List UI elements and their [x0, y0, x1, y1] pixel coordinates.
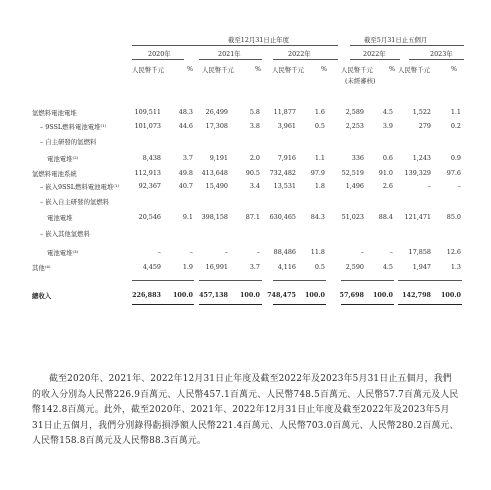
total-2023-5m-pct: 100.0: [440, 291, 461, 299]
subtotal-rule-2022: [273, 280, 326, 281]
cell-2021-pct: 2.0: [249, 154, 260, 162]
cell-2021-amount: 17,308: [205, 122, 228, 130]
cell-2020-pct: 1.9: [182, 263, 193, 271]
cell-2022-pct: 1.6: [314, 108, 325, 116]
row-label: 電池電堆⁽²⁾: [47, 155, 79, 163]
cell-2020-amount: 8,438: [142, 154, 161, 162]
total-rule-2022-five-months: [341, 304, 394, 305]
cell-2022-5m-pct: 3.9: [382, 122, 393, 130]
table-row: [0, 263, 491, 272]
unit-pct-2022: %: [321, 65, 328, 73]
cell-2023-5m-pct: 1.3: [450, 263, 461, 271]
cell-2023-5m-amount: –: [427, 182, 431, 190]
total-rule-2023-five-months: [398, 304, 462, 305]
cell-2022-pct: 97.9: [310, 169, 325, 177]
unit-pct-2020: %: [187, 65, 194, 73]
cell-2021-amount: 16,991: [205, 263, 228, 271]
unit-money-2022: 人民幣千元: [272, 66, 304, 74]
unit-pct-2023-five-months: %: [451, 65, 458, 73]
cell-2022-5m-pct: –: [389, 248, 393, 256]
header-rule-five-months: [350, 45, 464, 46]
cell-2023-5m-pct: 85.0: [446, 213, 461, 221]
total-2021-amount: 457,138: [199, 291, 228, 299]
cell-2022-5m-amount: 2,590: [345, 263, 364, 271]
cell-2021-amount: 413,648: [201, 169, 228, 177]
cell-2022-amount: 11,877: [273, 108, 296, 116]
cell-2021-amount: 398,158: [201, 213, 228, 221]
year-rule-2021: [199, 59, 262, 60]
cell-2020-amount: 4,459: [142, 263, 161, 271]
cell-2022-5m-amount: 2,589: [345, 108, 364, 116]
year-label-2022: 2022年: [288, 50, 311, 58]
cell-2023-5m-amount: 1,947: [412, 263, 431, 271]
revenue-paragraph: [32, 372, 460, 450]
cell-2021-pct: 3.8: [249, 122, 260, 130]
cell-2022-5m-pct: 4.5: [382, 263, 393, 271]
total-row: [0, 291, 491, 300]
total-2023-5m-amount: 142,798: [402, 291, 431, 299]
period-header-year: 截至12月31日止年度: [228, 36, 289, 44]
cell-2020-pct: 3.7: [182, 154, 193, 162]
total-rule-2022: [273, 304, 326, 305]
total-2022-5m-amount: 57,698: [339, 291, 364, 299]
cell-2022-amount: 732,482: [269, 169, 296, 177]
total-rule-2021: [199, 304, 262, 305]
cell-2021-pct: –: [256, 248, 260, 256]
unit-money-2023-five-months: 人民幣千元: [398, 66, 430, 74]
cell-2021-amount: 9,191: [209, 154, 228, 162]
cell-2020-amount: 92,367: [138, 182, 161, 190]
cell-2021-pct: 90.5: [245, 169, 260, 177]
cell-2023-5m-pct: 1.1: [450, 108, 461, 116]
unit-money-2020: 人民幣千元: [132, 66, 164, 74]
table-row: [0, 137, 491, 146]
cell-2023-5m-amount: 139,329: [404, 169, 431, 177]
cell-2022-pct: 11.8: [310, 248, 325, 256]
total-2020-amount: 226,883: [132, 291, 161, 299]
row-label: – 9SSL燃料電池電堆⁽¹⁾: [40, 123, 107, 131]
cell-2021-amount: 15,490: [205, 182, 228, 190]
cell-2022-5m-pct: 0.6: [382, 154, 393, 162]
subtotal-rule-2022-five-months: [341, 280, 394, 281]
table-row: [0, 213, 491, 222]
total-2020-pct: 100.0: [172, 291, 193, 299]
cell-2022-pct: 1.8: [314, 182, 325, 190]
cell-2022-pct: 0.5: [314, 122, 325, 130]
table-row: [0, 108, 491, 117]
cell-2021-pct: 87.1: [245, 213, 260, 221]
total-2022-amount: 748,475: [267, 291, 296, 299]
cell-2023-5m-pct: 97.6: [446, 169, 461, 177]
cell-2021-pct: 3.7: [249, 263, 260, 271]
unit-pct-2022-five-months: %: [389, 65, 396, 73]
total-label: 總收入: [32, 292, 52, 300]
cell-2022-5m-pct: 4.5: [382, 108, 393, 116]
cell-2022-5m-amount: 336: [351, 154, 364, 162]
table-row: [0, 169, 491, 178]
cell-2023-5m-amount: 1,243: [412, 154, 431, 162]
paragraph-text: 截至2020年、2021年、2022年12月31日止年度及截至2022年及2023年5月31日止五個月，我們的收入分別為人民幣226.9百萬元、人民幣457.1百萬元、人民幣748.5百萬元、人民幣57.7百萬元及人民幣142.8百萬元。此外，截至2020年、2021年、2022年12月31日止年度及截至2022年及2023年5月31日止五個月，我們分別錄得虧損淨額人民幣221.4百萬元、人民幣703.0百萬元、人民幣280.2百萬元、人民幣158.8百萬元及人民幣88.3百萬元。: [32, 374, 459, 447]
year-label-2021: 2021年: [218, 50, 241, 58]
unaudited-label: (未經審核): [345, 77, 376, 85]
subtotal-rule-2021: [199, 280, 262, 281]
unit-money-2021: 人民幣千元: [202, 66, 234, 74]
cell-2022-5m-amount: 2,253: [345, 122, 364, 130]
cell-2020-amount: 109,511: [134, 108, 161, 116]
cell-2022-amount: 7,916: [277, 154, 296, 162]
table-row: [0, 122, 491, 131]
year-label-2023-five-months: 2023年: [430, 50, 453, 58]
year-rule-2020: [132, 59, 184, 60]
cell-2023-5m-amount: 279: [418, 122, 431, 130]
row-label: 電池電堆⁽³⁾: [47, 249, 79, 257]
cell-2020-amount: 20,546: [138, 213, 161, 221]
cell-2020-amount: 101,073: [134, 122, 161, 130]
cell-2023-5m-pct: –: [457, 182, 461, 190]
cell-2022-amount: 3,961: [277, 122, 296, 130]
unit-pct-2021: %: [255, 65, 262, 73]
cell-2022-pct: 1.1: [314, 154, 325, 162]
cell-2022-5m-amount: 52,519: [341, 169, 364, 177]
cell-2021-pct: 5.8: [249, 108, 260, 116]
cell-2022-pct: 84.3: [310, 213, 325, 221]
subtotal-rule-2023-five-months: [398, 280, 462, 281]
row-label: – 自主研發的氫燃料: [40, 138, 97, 146]
cell-2022-5m-amount: –: [360, 248, 364, 256]
year-label-2020: 2020年: [148, 50, 171, 58]
cell-2020-pct: 40.7: [178, 182, 193, 190]
cell-2021-pct: 3.4: [249, 182, 260, 190]
table-row: [0, 248, 491, 257]
cell-2022-amount: 13,531: [273, 182, 296, 190]
cell-2022-5m-pct: 2.6: [382, 182, 393, 190]
cell-2022-amount: 4,116: [277, 263, 296, 271]
row-label: – 嵌入9SSL燃料電池電堆⁽¹⁾: [40, 183, 120, 191]
header-rule-year: [132, 45, 338, 46]
cell-2023-5m-amount: 121,471: [404, 213, 431, 221]
total-rule-2020: [132, 304, 194, 305]
table-row: [0, 182, 491, 191]
table-row: [0, 197, 491, 206]
subtotal-rule-2020: [132, 280, 194, 281]
cell-2022-amount: 88,486: [273, 248, 296, 256]
total-2022-pct: 100.0: [304, 291, 325, 299]
period-header-five-months: 截至5月31日止五個月: [364, 36, 428, 44]
cell-2021-amount: –: [224, 248, 228, 256]
cell-2023-5m-pct: 12.6: [446, 248, 461, 256]
year-rule-2023-five-months: [409, 59, 464, 60]
cell-2020-pct: 49.8: [178, 169, 193, 177]
cell-2022-pct: 0.5: [314, 263, 325, 271]
year-label-2022-five-months: 2022年: [363, 50, 386, 58]
row-label: – 嵌入自主研發的氫燃料: [40, 198, 110, 206]
cell-2023-5m-amount: 17,858: [408, 248, 431, 256]
cell-2021-amount: 26,499: [205, 108, 228, 116]
cell-2022-5m-pct: 88.4: [378, 213, 393, 221]
cell-2020-amount: 112,913: [134, 169, 161, 177]
cell-2022-5m-pct: 91.0: [378, 169, 393, 177]
row-label: 氫燃料電池電堆: [32, 109, 77, 117]
cell-2023-5m-amount: 1,522: [412, 108, 431, 116]
cell-2023-5m-pct: 0.9: [450, 154, 461, 162]
table-row: [0, 229, 491, 238]
cell-2020-pct: 44.6: [178, 122, 193, 130]
unit-money-2022-five-months: 人民幣千元: [341, 66, 373, 74]
row-label: 電池電堆: [47, 214, 73, 222]
cell-2020-pct: 9.1: [182, 213, 193, 221]
cell-2020-pct: 48.3: [178, 108, 193, 116]
cell-2020-amount: –: [157, 248, 161, 256]
row-label: – 嵌入其他氫燃料: [40, 230, 90, 238]
row-label: 氫燃料電池系統: [32, 170, 77, 178]
total-2022-5m-pct: 100.0: [372, 291, 393, 299]
cell-2022-amount: 630,465: [269, 213, 296, 221]
year-rule-2022-five-months: [350, 59, 400, 60]
row-label: 其他⁽⁴⁾: [32, 264, 51, 272]
total-2021-pct: 100.0: [239, 291, 260, 299]
table-row: [0, 154, 491, 163]
cell-2020-pct: –: [189, 248, 193, 256]
cell-2022-5m-amount: 1,496: [345, 182, 364, 190]
cell-2022-5m-amount: 51,023: [341, 213, 364, 221]
cell-2023-5m-pct: 0.2: [450, 122, 461, 130]
year-rule-2022: [273, 59, 338, 60]
